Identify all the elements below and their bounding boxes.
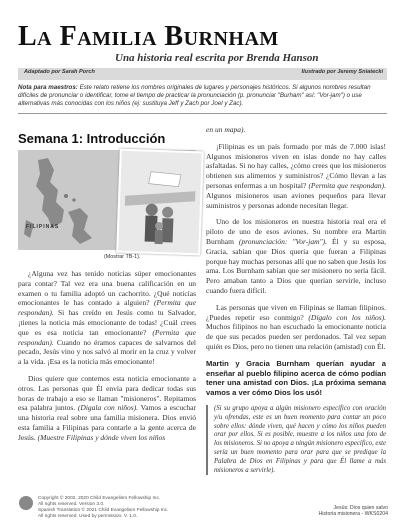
paragraph: Dios quiere que contemos esta noticia emocionante a otros. Las personas que Él envía para dedicar todas sus horas de trabajo a eso se llaman "misioneros". Repitamos esa palabra juntos. (Digala con niños). Vamos a escuchar una historia real sobre una familia misionera. Dios envió esta familia a Filipinas para contarle a la gente acerca de Jesús. (Muestre Filipinas y dónde viven los niños xyxy=(18,373,196,442)
left-column xyxy=(18,269,196,450)
right-column xyxy=(206,125,386,475)
cef-seal-icon xyxy=(19,496,33,510)
teacher-note-label: Nota para maestros: xyxy=(18,84,78,91)
missionary-note-box: (Si su grupo apoya a algún misionero específico con oración y/u ofrendas, este es un buen momento para contar un poco sobre ellos: dónde viven, qué hacen y cómo los niños pueden orar por ellos. Si es posible, muestre a los niños una foto de los misioneros. Si no apoya a ningún misionero específico, este sería un buen momento para orar para que se predique la Palabra de Dios en Filipinas y para que Él llame a más misioneros a servirle). xyxy=(206,405,386,475)
paragraph: Las personas que viven en Filipinas se llaman filipinos. ¿Puedes repetir eso conmigo? (Dígalo con los niños). Muchos filipinos no han escuchado la emocionante noticia de que sus pecados pueden ser perdonados. Tal vez sepan quién es Dios, pero no tienen una relación (amistad) con Él. xyxy=(206,302,386,351)
burnham-family-photo xyxy=(116,149,204,256)
teacher-note-text: Este relato retiene los nombres originales de lugares y personajes históricos. Si algunos nombres resultan difíciles de pronunciar o identificar, tome el tiempo de practicar la pronunciación (p. pronunciar "Burham" así: "Vor-jam") o use alternativas más conocidas con los niños (ej: sustituya Jeff y Zach por Joel y Zac). xyxy=(18,84,371,108)
map-label: FILIPINAS xyxy=(26,224,60,230)
illustration-caption: (Mostrar TB-1). xyxy=(104,254,141,260)
divider xyxy=(18,113,387,114)
footer-copyright: Copyright © 2002, 2020 Child Evangelism Fellowship Inc. All rights reserved. Version 3.0. Spanish Translation © 2021 Child Evangelism Fellowship Inc. All rights reserved. Used by permission. V. 1.0. xyxy=(38,496,169,519)
illustrated-credit: Ilustrado por Jeremy Sniatecki xyxy=(301,69,383,75)
footer-lesson-info: Jesús: Dios quien salvo Historia misionera - WKS0204 xyxy=(318,505,388,518)
teacher-note xyxy=(18,84,387,109)
photo-graphic xyxy=(118,151,201,254)
section-heading: Semana 1: Introducción xyxy=(18,131,166,146)
paragraph: Uno de los misioneros en nuestra historia real era el piloto de uno de esos aviones. Su nombre era Martin Burnham (pronunciación: "Vor-jam"). Él y su esposa, Gracia, sabían que Dios quería que fueran a Filipinas porque hay muchas personas allí que no saben que Jesús los ama. Los Burnham sabían que ser misionero no sería fácil. Pero amaban tanto a Dios que querían servirle, incluso cuando fuera difícil. xyxy=(206,217,386,295)
page-subtitle: Una historia real escrita por Brenda Hanson xyxy=(115,52,319,64)
paragraph: ¿Alguna vez has tenido noticias súper emocionantes para contar? Tal vez era una buena calificación en un examen o tu familia adoptó un cachorrito. ¿Qué noticias emocionantes le has contado a alguien? (Permita que respondan). Si has creído en Jesús como tu Salvador, ¡tienes la noticia más emocionante de todas! ¿Cuál crees que es esa noticia tan emocionante? (Permita que respondan). Cuando no éramos capaces de salvarnos del pecado, Jesús vino y nos salvó al morir en la cruz y volver a la vida. ¡Esa es la noticia más emocionante! xyxy=(18,269,196,367)
paragraph: en un mapa). xyxy=(206,125,246,134)
adapted-credit: Adaptado por Sarah Porch xyxy=(24,69,95,75)
paragraph: ¡Filipinas es un país formado por más de 7.000 islas! Algunos misioneros viven en islas donde no hay calles asfaltadas. Si no hay calles, ¿cómo crees que los misioneros obtienen sus alimentos y suministros? ¿Cómo llevan a las personas enfermas a un hospital? (Permita que respondan). Algunos misioneros usan aviones pequeños para llevar suministros y personas adonde necesitan llegar. xyxy=(206,141,387,210)
callout-text: Martin y Gracia Burnham querían ayudar a enseñar al pueblo filipino acerca de cómo podían tener una amistad con Dios. ¡La próxima semana vamos a ver cómo Dios los usó! xyxy=(206,358,386,398)
page-title: La Familia Burnham xyxy=(18,21,279,52)
